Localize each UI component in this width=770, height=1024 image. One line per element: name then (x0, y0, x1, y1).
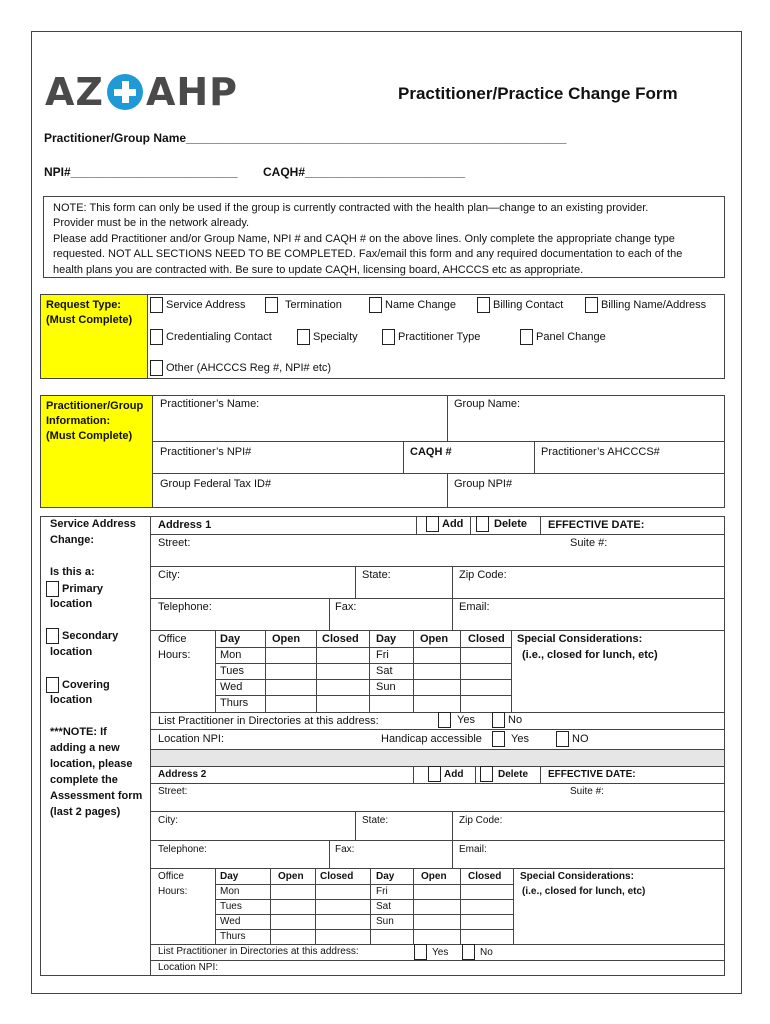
hours-closed-header: Closed (468, 871, 502, 882)
caqh-field[interactable]: CAQH#________________________ (263, 165, 466, 179)
address-1-title: Address 1 (158, 519, 212, 531)
list-in-directories-yes[interactable] (438, 712, 475, 728)
service-address-subtitle: Change: (50, 534, 94, 546)
assessment-note: ***NOTE: If (50, 726, 107, 738)
divider (270, 868, 271, 944)
divider (370, 868, 371, 944)
divider (460, 868, 461, 944)
option-practitioner-type[interactable] (382, 329, 480, 345)
option-label: Delete (498, 768, 529, 780)
divider (355, 566, 356, 598)
hours-open-header: Open (272, 633, 301, 645)
option-label: Other (AHCCCS Reg #, NPI# etc) (166, 362, 332, 374)
checkbox[interactable] (438, 712, 451, 728)
address-1-fax[interactable]: Fax: (335, 601, 357, 613)
option-specialty[interactable] (297, 329, 358, 345)
divider (452, 566, 453, 598)
checkbox[interactable] (369, 297, 382, 313)
address-1-telephone[interactable]: Telephone: (158, 601, 212, 613)
option-label: Add (444, 768, 464, 780)
address-1-add[interactable] (426, 516, 463, 532)
address-2-city[interactable]: City: (158, 815, 178, 826)
option-label: Name Change (385, 299, 456, 311)
divider (150, 630, 725, 631)
assessment-note: Assessment form (50, 790, 143, 802)
divider (369, 630, 370, 712)
info-label-line: Practitioner/Group (46, 400, 144, 412)
divider (475, 766, 476, 783)
divider (153, 441, 725, 442)
location-npi-field[interactable]: Location NPI: (158, 733, 225, 745)
address-1-state[interactable]: State: (362, 569, 391, 581)
checkbox[interactable] (492, 712, 505, 728)
list-in-directories-label: List Practitioner in Directories at this address: (158, 715, 379, 727)
note-line: NOTE: This form can only be used if the group is currently contracted with the health plan—change to an existing provider. (53, 202, 649, 214)
divider (460, 630, 461, 712)
hours-day-header: Day (220, 871, 239, 882)
checkbox[interactable] (150, 297, 163, 313)
checkbox[interactable] (480, 766, 493, 782)
divider (413, 766, 414, 783)
ahcccs-field[interactable]: Practitioner’s AHCCCS# (541, 446, 660, 458)
group-name-field[interactable]: Group Name: (454, 398, 521, 410)
divider (150, 960, 725, 961)
checkbox[interactable] (556, 731, 569, 747)
info-label-line: Information: (46, 415, 111, 427)
checkbox[interactable] (265, 297, 278, 313)
option-label: Service Address (166, 299, 246, 311)
npi-field[interactable]: NPI#_________________________ (44, 165, 238, 179)
checkbox[interactable] (150, 329, 163, 345)
primary-location-label: location (50, 598, 93, 610)
request-type-title: Request Type: (46, 299, 121, 311)
divider (215, 663, 511, 664)
handicap-accessible-label: Handicap accessible (381, 733, 482, 745)
office-hours-label: Office (158, 871, 184, 882)
handicap-no[interactable] (556, 731, 589, 747)
option-service-address[interactable] (150, 297, 245, 313)
divider (447, 473, 448, 508)
divider (150, 566, 725, 567)
divider (540, 766, 541, 783)
address-2-effective-date[interactable]: EFFECTIVE DATE: (548, 769, 636, 780)
group-npi-field[interactable]: Group NPI# (454, 478, 513, 490)
hours-closed-header: Closed (320, 871, 354, 882)
day-fri: Fri (376, 886, 388, 897)
secondary-location-label: location (50, 646, 93, 658)
note-line: health plans you are contracted with. Be sure to update CAQH, licensing board, AHCCCS etc as appropriate. (53, 263, 584, 276)
checkbox[interactable] (520, 329, 533, 345)
caqh-info-field[interactable]: CAQH # (410, 446, 452, 458)
divider (315, 868, 316, 944)
primary-location-option[interactable] (46, 581, 103, 597)
divider (470, 516, 471, 534)
divider (150, 598, 725, 599)
office-hours-label: Hours: (158, 649, 191, 661)
tax-id-field[interactable]: Group Federal Tax ID# (160, 478, 272, 490)
divider (150, 840, 725, 841)
logo-text-az: AZ (45, 70, 104, 114)
checkbox[interactable] (492, 731, 505, 747)
option-panel-change[interactable] (520, 329, 606, 345)
option-label: No (480, 946, 493, 958)
divider (447, 395, 448, 441)
checkbox[interactable] (150, 360, 163, 376)
option-label: Yes (457, 714, 475, 726)
checkbox[interactable] (382, 329, 395, 345)
hours-day-header: Day (220, 633, 241, 645)
address-1-effective-date[interactable]: EFFECTIVE DATE: (548, 519, 645, 531)
special-considerations-hint: (i.e., closed for lunch, etc) (522, 649, 658, 661)
option-label: Panel Change (536, 331, 606, 343)
note-line: Provider must be in the network already. (53, 217, 250, 230)
handicap-yes[interactable] (492, 731, 529, 747)
address-2-fax[interactable]: Fax: (335, 844, 355, 855)
azahp-logo (45, 72, 238, 112)
option-label: Secondary (62, 630, 119, 642)
address-2-delete[interactable] (480, 766, 528, 782)
checkbox[interactable] (46, 628, 59, 644)
option-other[interactable] (150, 360, 331, 376)
divider (513, 868, 514, 944)
office-hours-label: Office (158, 633, 187, 645)
address-1-zip[interactable]: Zip Code: (459, 569, 507, 581)
divider (416, 516, 417, 534)
divider (403, 441, 404, 473)
divider (215, 695, 511, 696)
hours-day-header: Day (376, 633, 397, 645)
divider (150, 811, 725, 812)
divider (215, 914, 513, 915)
location-npi-field[interactable]: Location NPI: (158, 962, 219, 973)
assessment-note: adding a new (50, 742, 120, 754)
address-2-state[interactable]: State: (362, 815, 389, 826)
special-considerations-label: Special Considerations: (520, 871, 634, 882)
checkbox[interactable] (585, 297, 598, 313)
day-sun: Sun (376, 916, 394, 927)
info-label-line: (Must Complete) (46, 430, 133, 442)
list-in-directories-label: List Practitioner in Directories at this address: (158, 946, 359, 957)
special-considerations-hint: (i.e., closed for lunch, etc) (522, 886, 646, 897)
checkbox[interactable] (476, 516, 489, 532)
service-address-title: Service Address (50, 518, 136, 530)
option-label: Practitioner Type (398, 331, 481, 343)
divider (511, 630, 512, 712)
checkbox[interactable] (297, 329, 310, 345)
checkbox[interactable] (46, 581, 59, 597)
section-spacer (151, 750, 724, 766)
divider (452, 598, 453, 630)
logo-text-ahp: AHP (145, 70, 239, 114)
divider (150, 534, 725, 535)
practitioner-info-label (40, 395, 153, 508)
day-fri: Fri (376, 649, 389, 661)
list-in-directories-yes[interactable] (414, 944, 448, 960)
note-box (43, 196, 725, 278)
office-hours-label: Hours: (158, 886, 188, 897)
divider (150, 783, 725, 784)
address-2-zip[interactable]: Zip Code: (459, 815, 503, 826)
assessment-note: complete the (50, 774, 118, 786)
assessment-note: location, please (50, 758, 133, 770)
list-in-directories-no[interactable] (492, 712, 522, 728)
day-sat: Sat (376, 901, 392, 912)
list-in-directories-no[interactable] (462, 944, 493, 960)
address-2-add[interactable] (428, 766, 463, 782)
address-1-street[interactable]: Street: (158, 537, 191, 549)
option-label: Primary (62, 583, 103, 595)
divider (215, 929, 513, 930)
assessment-note: (last 2 pages) (50, 806, 121, 818)
day-wed: Wed (220, 916, 241, 927)
practitioner-npi-field[interactable]: Practitioner’s NPI# (160, 446, 252, 458)
option-credentialing-contact[interactable] (150, 329, 272, 345)
option-name-change[interactable] (369, 297, 456, 313)
day-mon: Mon (220, 886, 240, 897)
option-label: No (508, 714, 523, 726)
address-2-telephone[interactable]: Telephone: (158, 844, 207, 855)
plus-circle-icon (107, 74, 143, 110)
checkbox[interactable] (46, 677, 59, 693)
address-2-title: Address 2 (158, 769, 207, 780)
checkbox[interactable] (426, 516, 439, 532)
option-label: Covering (62, 679, 110, 691)
form-title: Practitioner/Practice Change Form (398, 84, 678, 103)
divider (150, 516, 151, 976)
address-2-street[interactable]: Street: (158, 786, 188, 797)
practitioner-name-field[interactable]: Practitioner’s Name: (160, 398, 260, 410)
is-this-a-label: Is this a: (50, 566, 95, 578)
hours-open-header: Open (420, 633, 449, 645)
option-label: Termination (285, 299, 342, 311)
hours-closed-header: Closed (322, 633, 359, 645)
divider (329, 598, 330, 630)
note-line: requested. NOT ALL SECTIONS NEED TO BE COMPLETED. Fax/email this form and any required documentation to each of the (53, 248, 683, 261)
divider (452, 811, 453, 840)
address-2-suite[interactable]: Suite #: (570, 786, 604, 797)
divider (534, 441, 535, 473)
day-mon: Mon (220, 649, 242, 661)
covering-location-option[interactable] (46, 677, 110, 693)
day-tues: Tues (220, 901, 242, 912)
option-termination[interactable] (265, 297, 342, 313)
checkbox[interactable] (477, 297, 490, 313)
request-type-label (40, 294, 148, 379)
address-1-email[interactable]: Email: (459, 601, 490, 613)
hours-open-header: Open (421, 871, 447, 882)
divider (540, 516, 541, 534)
option-billing-name-address[interactable] (585, 297, 706, 313)
checkbox[interactable] (414, 944, 427, 960)
address-1-suite[interactable]: Suite #: (570, 537, 608, 549)
divider (150, 868, 725, 869)
day-thurs: Thurs (220, 697, 249, 709)
divider (215, 899, 513, 900)
day-sun: Sun (376, 681, 396, 693)
divider (215, 630, 216, 712)
divider (215, 679, 511, 680)
divider (355, 811, 356, 840)
divider (413, 630, 414, 712)
option-label: Add (442, 518, 464, 530)
note-line: Please add Practitioner and/or Group Name, NPI # and CAQH # on the above lines. Only complete the appropriate change type (53, 232, 675, 245)
address-1-city[interactable]: City: (158, 569, 180, 581)
option-label: Credentialing Contact (166, 331, 272, 343)
option-label: Yes (432, 946, 449, 958)
divider (265, 630, 266, 712)
divider (215, 868, 216, 944)
address-2-email[interactable]: Email: (459, 844, 487, 855)
divider (150, 729, 725, 730)
checkbox[interactable] (428, 766, 441, 782)
divider (316, 630, 317, 712)
divider (215, 647, 511, 648)
checkbox[interactable] (462, 944, 475, 960)
divider (329, 840, 330, 868)
divider (452, 840, 453, 868)
divider (215, 884, 513, 885)
hours-day-header: Day (376, 871, 395, 882)
special-considerations-label: Special Considerations: (517, 633, 643, 645)
option-label: Delete (494, 518, 528, 530)
hours-closed-header: Closed (468, 633, 505, 645)
divider (153, 473, 725, 474)
practitioner-group-name-field[interactable]: Practitioner/Group Name_________________________________________________________ (44, 131, 567, 145)
option-label: NO (572, 733, 589, 745)
day-thurs: Thurs (220, 931, 246, 942)
option-billing-contact[interactable] (477, 297, 563, 313)
day-wed: Wed (220, 681, 243, 693)
option-label: Billing Contact (493, 299, 564, 311)
address-1-delete[interactable] (476, 516, 527, 532)
option-label: Yes (511, 733, 529, 745)
divider (413, 868, 414, 944)
request-type-required: (Must Complete) (46, 314, 133, 326)
option-label: Billing Name/Address (601, 299, 707, 311)
covering-location-label: location (50, 694, 93, 706)
hours-open-header: Open (278, 871, 304, 882)
option-label: Specialty (313, 331, 358, 343)
day-sat: Sat (376, 665, 393, 677)
secondary-location-option[interactable] (46, 628, 118, 644)
day-tues: Tues (220, 665, 245, 677)
